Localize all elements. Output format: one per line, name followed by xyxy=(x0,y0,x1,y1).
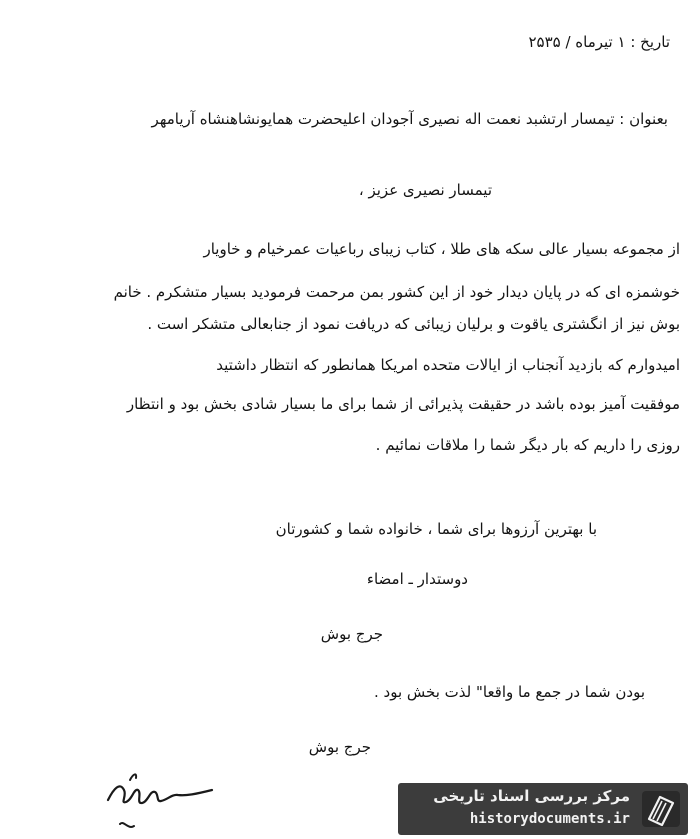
watermark-banner xyxy=(398,783,688,835)
stacked-documents-icon xyxy=(640,789,682,829)
closing-line: با بهترین آرزوها برای شما ، خانواده شما و کشورتان xyxy=(275,520,597,538)
watermark-url: historydocuments.ir xyxy=(469,811,630,827)
watermark-title: مرکز بررسی اسناد تاریخی xyxy=(433,787,630,805)
paragraph-2-line: موفقیت آمیز بوده باشد در حقیقت پذیرائی از شما برای ما بسیار شادی بخش بود و انتظار xyxy=(126,395,680,413)
paragraph-1-line: خوشمزه ای که در پایان دیدار خود از این کشور بمن مرحمت فرمودید بسیار متشکرم . خانم xyxy=(113,283,680,301)
signer-name: جرج بوش xyxy=(320,625,383,643)
postscript: بودن شما در جمع ما واقعا" لذت بخش بود . xyxy=(373,683,645,701)
paragraph-2-line: روزی را داریم که بار دیگر شما را ملاقات نمائیم . xyxy=(375,436,680,454)
greeting: تیمسار نصیری عزیز ، xyxy=(358,181,492,199)
recipient-line: بعنوان : تیمسار ارتشبد نعمت اله نصیری آجودان اعلیحضرت همایونشاهنشاه آریامهر xyxy=(151,110,668,128)
handwritten-signature-icon xyxy=(100,760,220,835)
date-line: تاریخ : ۱ تیرماه / ۲۵۳۵ xyxy=(528,33,670,51)
paragraph-1-line: بوش نیز از انگشتری یاقوت و برلیان زیبائی که دریافت نمود از جنابعالی متشکر است . xyxy=(147,315,680,333)
signer-name-2: جرج بوش xyxy=(308,738,371,756)
paragraph-2-line: امیدوارم که بازدید آنجناب از ایالات متحده امریکا همانطور که انتظار داشتید xyxy=(216,356,680,374)
sincerely-line: دوستدار ـ امضاء xyxy=(366,570,468,588)
paragraph-1-line: از مجموعه بسیار عالی سکه های طلا ، کتاب زیبای رباعیات عمرخیام و خاویار xyxy=(203,240,680,258)
